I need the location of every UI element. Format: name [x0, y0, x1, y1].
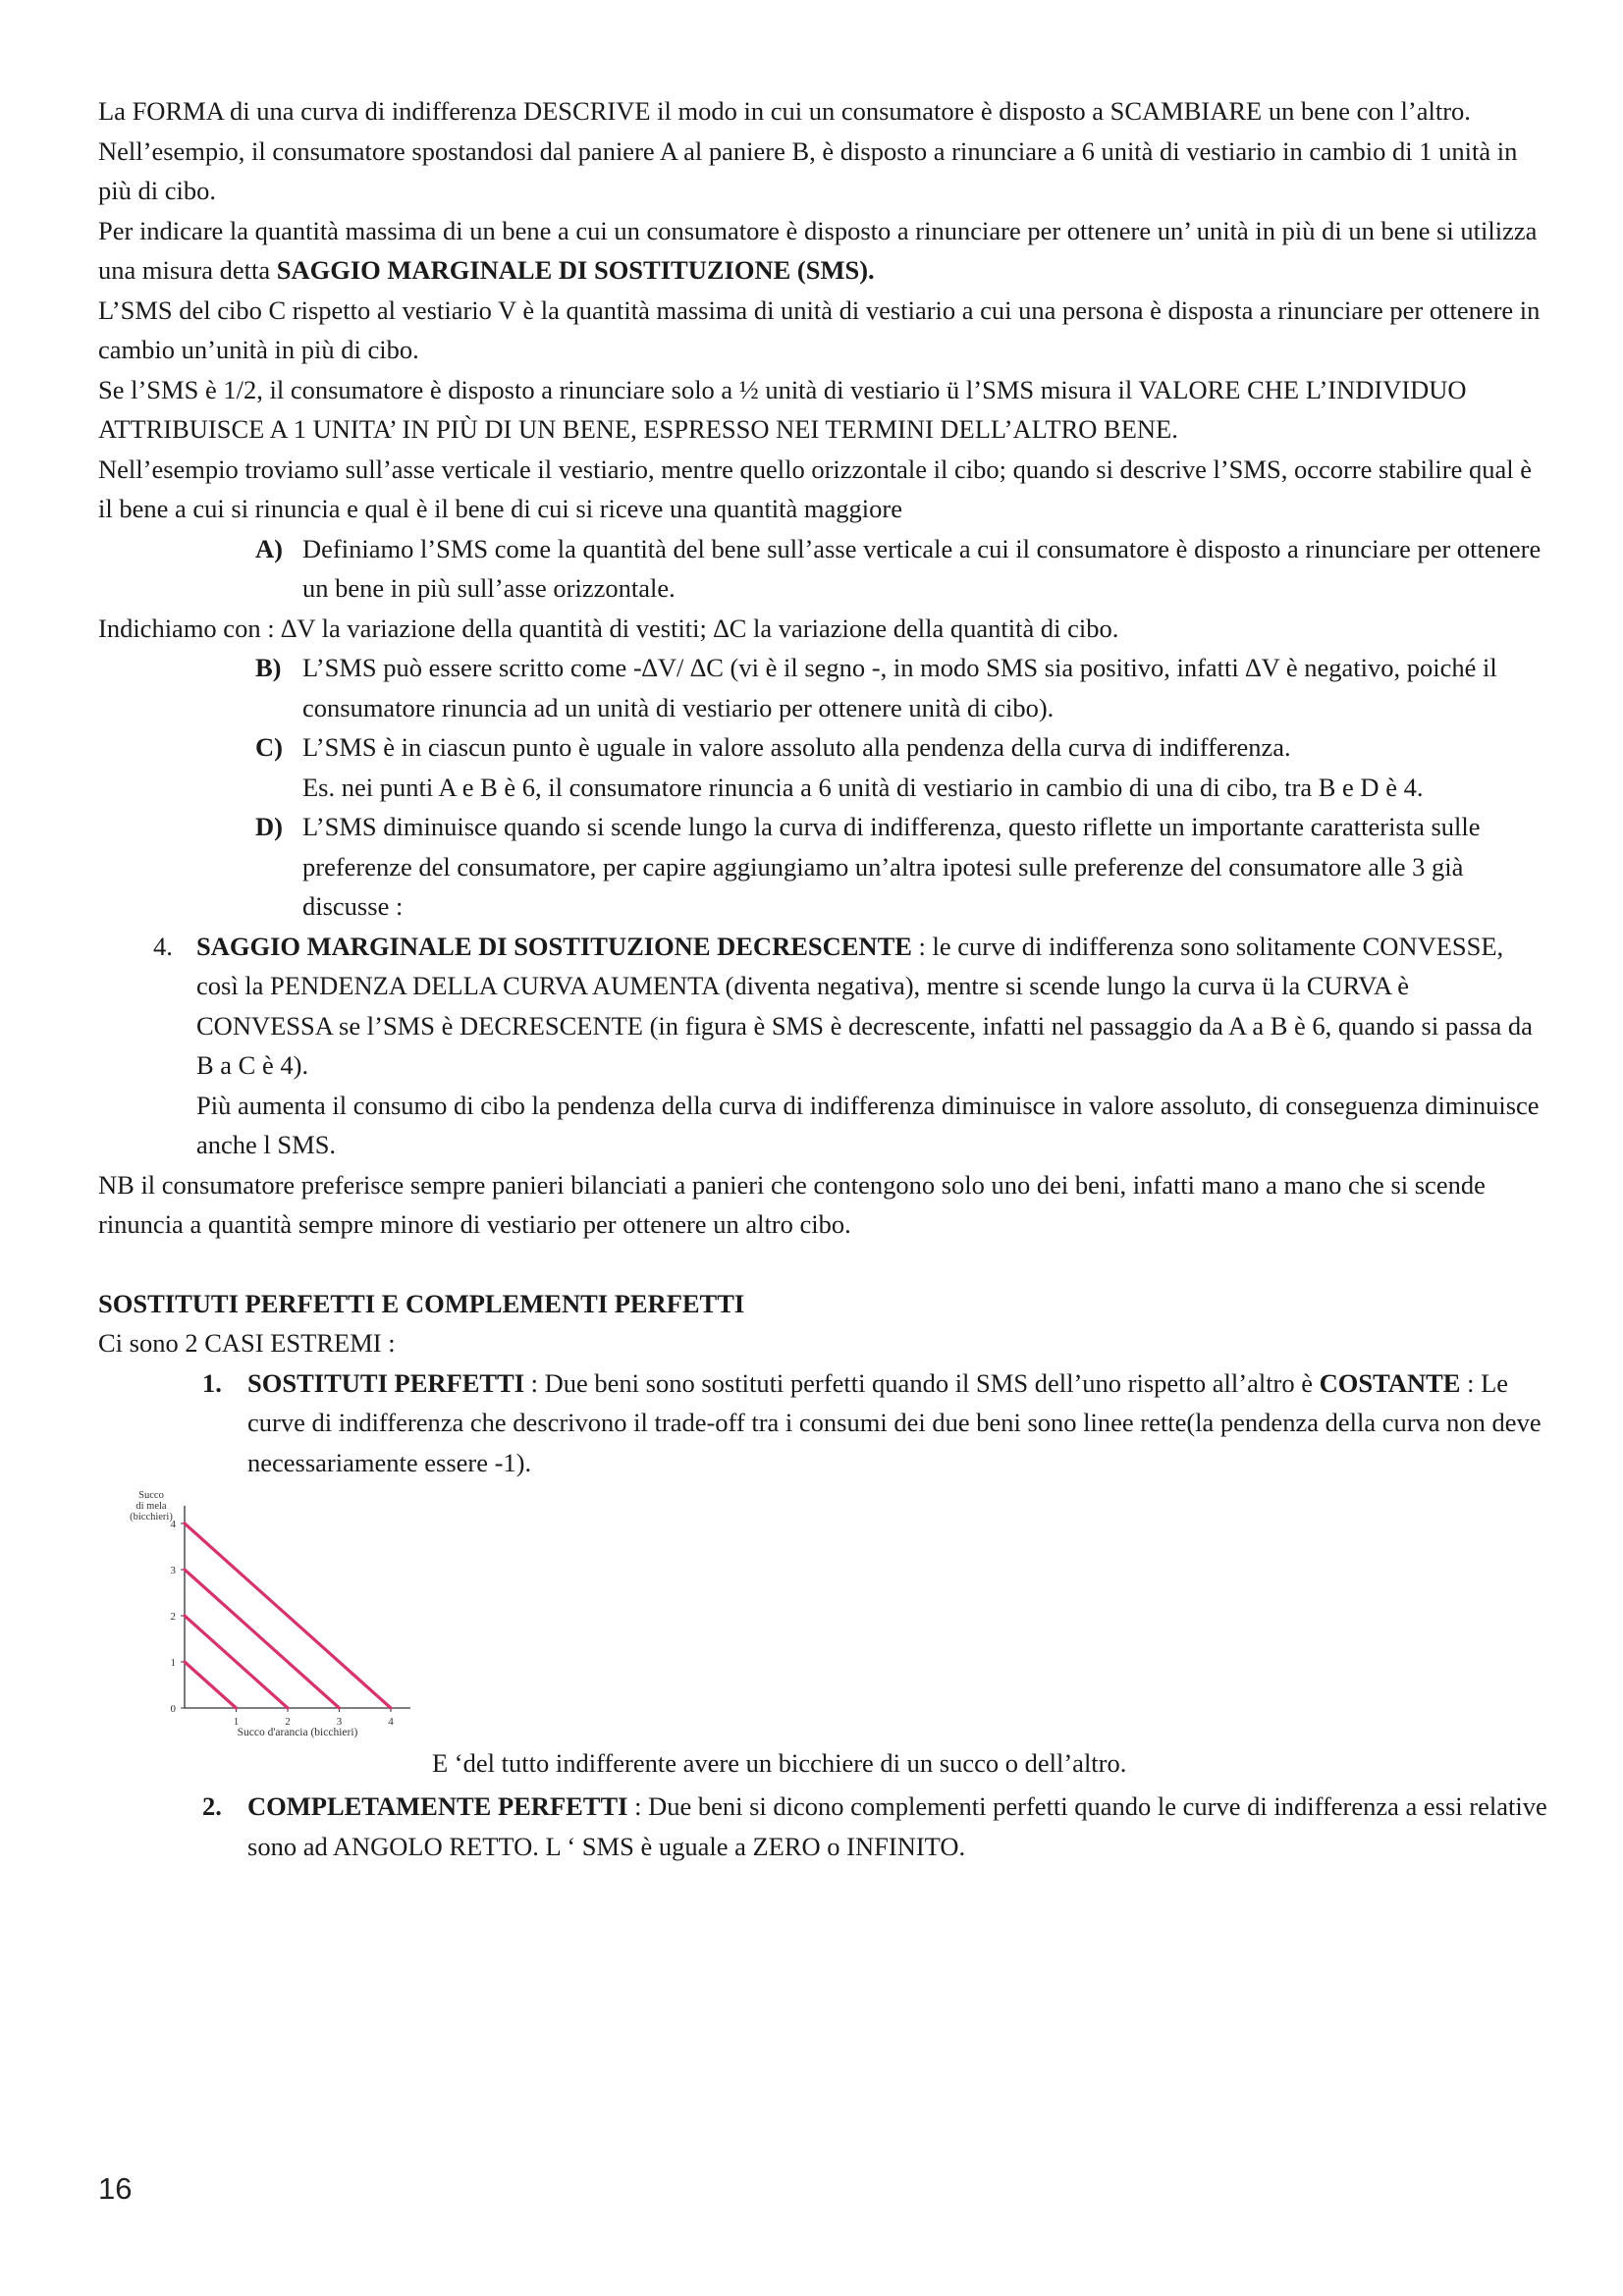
item-c-label: C)	[255, 732, 283, 762]
perfect-substitutes-chart	[106, 1484, 420, 1747]
list-item-a	[98, 529, 1551, 609]
paragraph-casi: Ci sono 2 CASI ESTREMI :	[98, 1328, 396, 1358]
list-item-c	[98, 727, 1551, 768]
case-2-label: 2.	[202, 1791, 222, 1821]
y-tick-label: 3	[170, 1565, 176, 1576]
paragraph-sms-half: Se l’SMS è 1/2, il consumatore è disposto a rinunciare solo a ½ unità di vestiario ü l’SMS misura il VALORE CHE L’INDIVIDUO ATTRIBUISCE A 1 UNITA’ IN PIÙ DI UN BENE, ESPRESSO NEI TERMINI DELL’ALTRO BENE.	[98, 374, 1467, 444]
case-2-text: : Due beni si dicono complementi perfetti quando le curve di indifferenza a essi relative sono ad ANGOLO RETTO. L ‘ SMS è uguale a ZERO o INFINITO.	[247, 1791, 1547, 1861]
paragraph-indichiamo: Indichiamo con : ∆V la variazione della quantità di vestiti; ∆C la variazione della quantità di cibo.	[98, 613, 1119, 643]
x-tick-label: 3	[336, 1716, 343, 1728]
indifference-line-U1	[185, 1662, 237, 1708]
case-1-text-b: : Le curve di indifferenza che descrivono il trade-off tra i consumi dei due beni sono linee rette(la pendenza della curva non deve necessariamente essere -1).	[247, 1367, 1542, 1477]
item-a-text: Definiamo l’SMS come la quantità del bene sull’asse verticale a cui il consumatore è disposto a rinunciare per ottenere un bene in più sull’asse orizzontale.	[302, 533, 1542, 603]
case-1-costante: COSTANTE	[1319, 1367, 1461, 1398]
case-1-title: SOSTITUTI PERFETTI	[247, 1367, 525, 1398]
x-tick-label: 4	[388, 1716, 394, 1728]
paragraph-esempio: Nell’esempio, il consumatore spostandosi dal paniere A al paniere B, è disposto a rinunciare a 6 unità di vestiario in cambio di 1 unità in più di cibo.	[98, 135, 1518, 205]
item-d-label: D)	[255, 812, 283, 841]
y-axis-label-line: di mela	[135, 1501, 167, 1512]
item-c-example: Es. nei punti A e B è 6, il consumatore rinuncia a 6 unità di vestiario in cambio di una di cibo, tra B e D è 4.	[302, 772, 1424, 802]
x-tick-label: 1	[233, 1716, 240, 1728]
item-b-label: B)	[255, 653, 282, 682]
item-a-label: A)	[255, 533, 283, 563]
y-ticks	[171, 1519, 186, 1715]
item-b-text: L’SMS può essere scritto come -∆V/ ∆C (vi è il segno -, in modo SMS sia positivo, infatti ∆V è negativo, poiché il consumatore rinuncia ad un unità di vestiario per ottenere unità di cibo).	[302, 653, 1497, 722]
case-2	[98, 1787, 1551, 1866]
sms-intro-text: Per indicare la quantità massima di un bene a cui un consumatore è disposto a rinunciare per ottenere un’ unità in più di un bene si utilizza una misura detta	[98, 215, 1538, 285]
case-1	[98, 1363, 1551, 1483]
item-4-label: 4.	[153, 931, 173, 961]
list-item-4	[98, 927, 1551, 1086]
document-body	[98, 91, 1551, 1866]
indifference-line-U2	[185, 1616, 288, 1708]
x-axis-label: Succo d'arancia (bicchieri)	[237, 1727, 358, 1738]
list-item-d	[98, 807, 1551, 927]
item-4-continuation: Più aumenta il consumo di cibo la pendenza della curva di indifferenza diminuisce in valore assoluto, di conseguenza diminuisce anche l SMS.	[196, 1090, 1540, 1159]
sms-term: SAGGIO MARGINALE DI SOSTITUZIONE (SMS).	[276, 255, 875, 285]
paragraph-assi: Nell’esempio troviamo sull’asse verticale il vestiario, mentre quello orizzontale il cibo; quando si descrive l’SMS, occorre stabilire qual è il bene a cui si rinuncia e qual è il bene di cui si riceve una quantità maggiore	[98, 454, 1532, 523]
section-title	[98, 1284, 1551, 1324]
indifference-lines	[185, 1523, 391, 1708]
y-axis-label	[130, 1490, 173, 1522]
paragraph-forma: La FORMA di una curva di indifferenza DESCRIVE il modo in cui un consumatore è disposto a SCAMBIARE un bene con l’altro.	[98, 96, 1471, 126]
case-1-text-a: : Due beni sono sostituti perfetti quando il SMS dell’uno rispetto all’altro è	[524, 1367, 1320, 1398]
item-c-text: L’SMS è in ciascun punto è uguale in valore assoluto alla pendenza della curva di indifferenza.	[302, 732, 1291, 762]
case-1-label: 1.	[202, 1367, 222, 1398]
list-item-b	[98, 648, 1551, 727]
y-tick-label: 4	[170, 1519, 176, 1530]
y-axis-label-line: Succo	[138, 1490, 164, 1501]
indifference-line-U3	[185, 1570, 340, 1708]
x-tick-label: 2	[285, 1716, 291, 1728]
item-4-title: SAGGIO MARGINALE DI SOSTITUZIONE DECRESCENTE	[196, 931, 912, 961]
paragraph-sms-cibo: L’SMS del cibo C rispetto al vestiario V è la quantità massima di unità di vestiario a cui una persona è disposta a rinunciare per ottenere in cambio un’unità in più di cibo.	[98, 294, 1541, 364]
y-tick-label: 0	[170, 1703, 176, 1715]
page-number: 16	[98, 2171, 133, 2206]
y-tick-label: 1	[170, 1657, 176, 1669]
figure-caption: E ‘del tutto indifferente avere un bicchiere di un succo o dell’altro.	[432, 1748, 1127, 1778]
x-ticks	[234, 1708, 395, 1728]
y-tick-label: 2	[170, 1611, 176, 1623]
y-axis-label-line: (bicchieri)	[130, 1512, 173, 1522]
item-d-text: L’SMS diminuisce quando si scende lungo la curva di indifferenza, questo riflette un importante caratterista sulle preferenze del consumatore, per capire aggiungiamo un’altra ipotesi sulle preferenze del consumatore alle 3 già discusse :	[302, 812, 1481, 921]
paragraph-nb: NB il consumatore preferisce sempre panieri bilanciati a panieri che contengono solo uno dei beni, infatti mano a mano che si scende rinuncia a quantità sempre minore di vestiario per ottenere un altro cibo.	[98, 1169, 1486, 1239]
figure-row	[98, 1482, 1551, 1787]
section-title-text: SOSTITUTI PERFETTI E COMPLEMENTI PERFETTI	[98, 1288, 745, 1318]
case-2-title: COMPLETAMENTE PERFETTI	[247, 1791, 628, 1821]
spacer	[98, 1245, 1551, 1284]
paragraph-sms-intro	[98, 211, 1551, 291]
indifference-line-U4	[185, 1523, 391, 1708]
item-4-text: : le curve di indifferenza sono solitamente CONVESSE, così la PENDENZA DELLA CURVA AUMENTA (diventa negativa), mentre si scende lungo la curva ü la CURVA è CONVESSA se l’SMS è DECRESCENTE (in figura è SMS è decrescente, infatti nel passaggio da A a B è 6, quando si passa da B a C è 4).	[196, 931, 1533, 1080]
